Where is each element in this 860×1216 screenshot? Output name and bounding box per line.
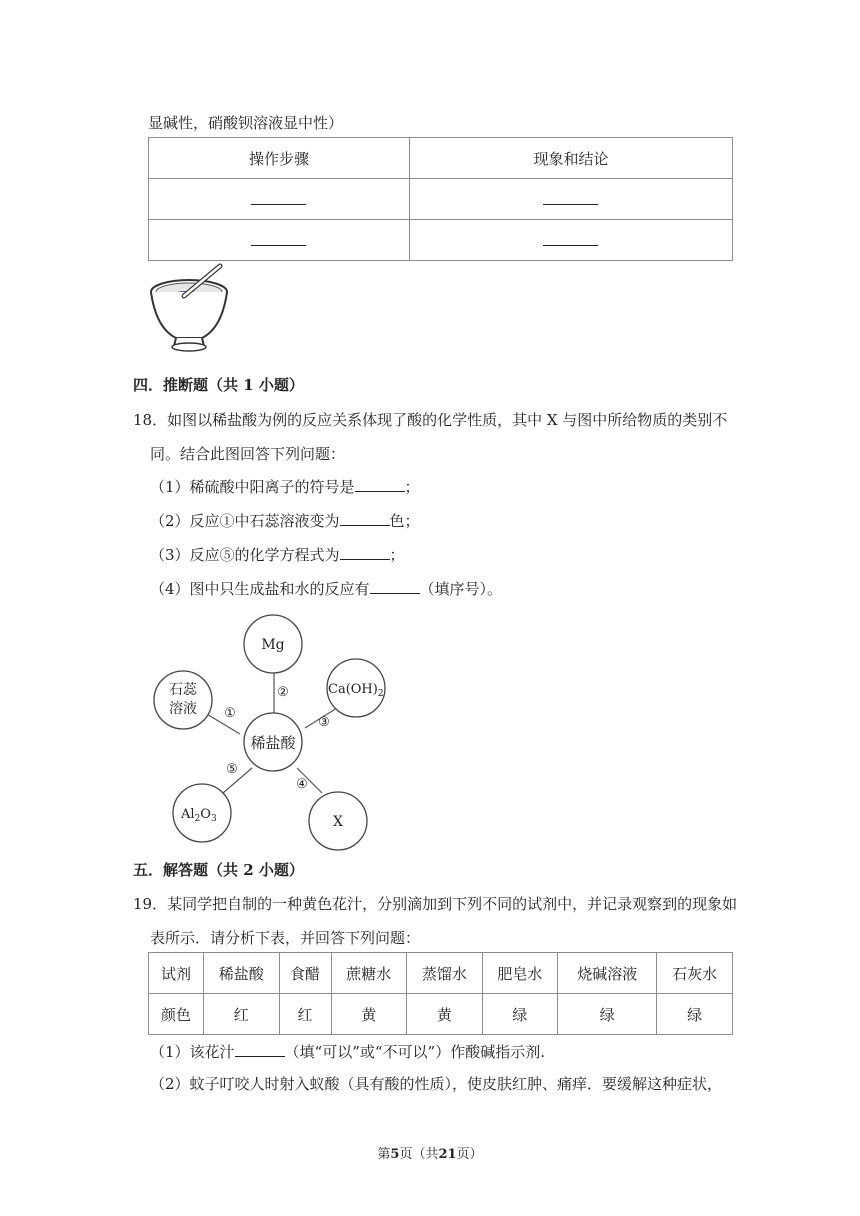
table-cell: 红 xyxy=(204,994,280,1035)
q19-sub1: （1）该花汁 （填“可以”或“不可以”）作酸碱指示剂. xyxy=(150,1043,545,1061)
num-2: ② xyxy=(277,685,289,700)
reaction-diagram xyxy=(140,608,400,853)
page-footer: 第5页（共21页） xyxy=(377,1147,483,1162)
table-row xyxy=(149,220,733,261)
x-label: X xyxy=(333,814,343,830)
section-heading-5: 五．解答题（共 2 小题） xyxy=(133,861,304,879)
num-4: ④ xyxy=(296,777,308,792)
table-cell: 蒸馏水 xyxy=(407,953,483,994)
table-cell: 食醋 xyxy=(279,953,331,994)
table-header-row xyxy=(149,953,733,994)
experiment-table xyxy=(148,137,733,261)
question-19-line2: 表所示．请分析下表，并回答下列问题： xyxy=(150,929,421,947)
indicator-table xyxy=(148,952,733,1035)
answer-blank[interactable] xyxy=(543,231,598,246)
section-heading-4: 四．推断题（共 1 小题） xyxy=(133,376,304,394)
mortar-pestle-illustration xyxy=(146,262,236,354)
answer-blank[interactable] xyxy=(340,546,390,560)
table-header-row xyxy=(149,138,733,179)
table-cell: 石灰水 xyxy=(657,953,733,994)
table-cell: 绿 xyxy=(657,994,733,1035)
q19-sub2: （2）蚊子叮咬人时射入蚁酸（具有酸的性质），使皮肤红肿、痛痒．要缓解这种症状， xyxy=(150,1075,723,1093)
num-1: ① xyxy=(224,706,236,721)
answer-blank[interactable] xyxy=(251,231,306,246)
table-cell: 绿 xyxy=(482,994,558,1035)
litmus-label-2: 溶液 xyxy=(169,701,197,717)
page-number: 5 xyxy=(390,1147,400,1162)
q18-sub4: （4）图中只生成盐和水的反应有 （填序号）。 xyxy=(150,580,503,598)
q18-sub1: （1）稀硫酸中阳离子的符号是 ； xyxy=(150,478,420,496)
question-19-line1: 19．某同学把自制的一种黄色花汁，分别滴加到下列不同的试剂中，并记录观察到的现象如 xyxy=(133,895,738,913)
table-cell: 肥皂水 xyxy=(482,953,558,994)
table-cell: 试剂 xyxy=(149,953,204,994)
num-5: ⑤ xyxy=(226,762,238,777)
answer-blank[interactable] xyxy=(543,190,598,205)
header-steps: 操作步骤 xyxy=(149,138,410,179)
q18-sub3: （3）反应⑤的化学方程式为 ； xyxy=(150,546,405,564)
table-row xyxy=(149,179,733,220)
al2o3-label: $Al_2O_3$ xyxy=(181,807,217,824)
header-phenomena: 现象和结论 xyxy=(409,138,732,179)
answer-blank[interactable] xyxy=(340,512,390,526)
num-3: ③ xyxy=(318,715,330,730)
litmus-label-1: 石蕊 xyxy=(169,682,197,698)
total-pages: 21 xyxy=(438,1147,457,1162)
answer-blank[interactable] xyxy=(235,1043,285,1057)
question-18-line1: 18．如图以稀盐酸为例的反应关系体现了酸的化学性质，其中 X 与图中所给物质的类别不 xyxy=(133,411,728,429)
mg-label: Mg xyxy=(261,637,285,653)
q18-sub2: （2）反应①中石蕊溶液变为 色； xyxy=(150,512,420,530)
table-cell: 烧碱溶液 xyxy=(558,953,657,994)
center-label: 稀盐酸 xyxy=(250,734,296,752)
table-row xyxy=(149,994,733,1035)
caoh2-label: $Ca(OH)_2$ xyxy=(328,682,384,699)
litmus-node xyxy=(154,671,212,729)
table-cell: 黄 xyxy=(407,994,483,1035)
table-cell: 红 xyxy=(279,994,331,1035)
table-cell: 蔗糖水 xyxy=(331,953,407,994)
continuation-text: 显碱性，硝酸钡溶液显中性） xyxy=(148,114,344,132)
answer-blank[interactable] xyxy=(370,580,420,594)
question-18-line2: 同。结合此图回答下列问题： xyxy=(150,445,346,463)
table-cell: 颜色 xyxy=(149,994,204,1035)
table-cell: 稀盐酸 xyxy=(204,953,280,994)
answer-blank[interactable] xyxy=(251,190,306,205)
table-cell: 黄 xyxy=(331,994,407,1035)
table-cell: 绿 xyxy=(558,994,657,1035)
answer-blank[interactable] xyxy=(355,478,405,492)
